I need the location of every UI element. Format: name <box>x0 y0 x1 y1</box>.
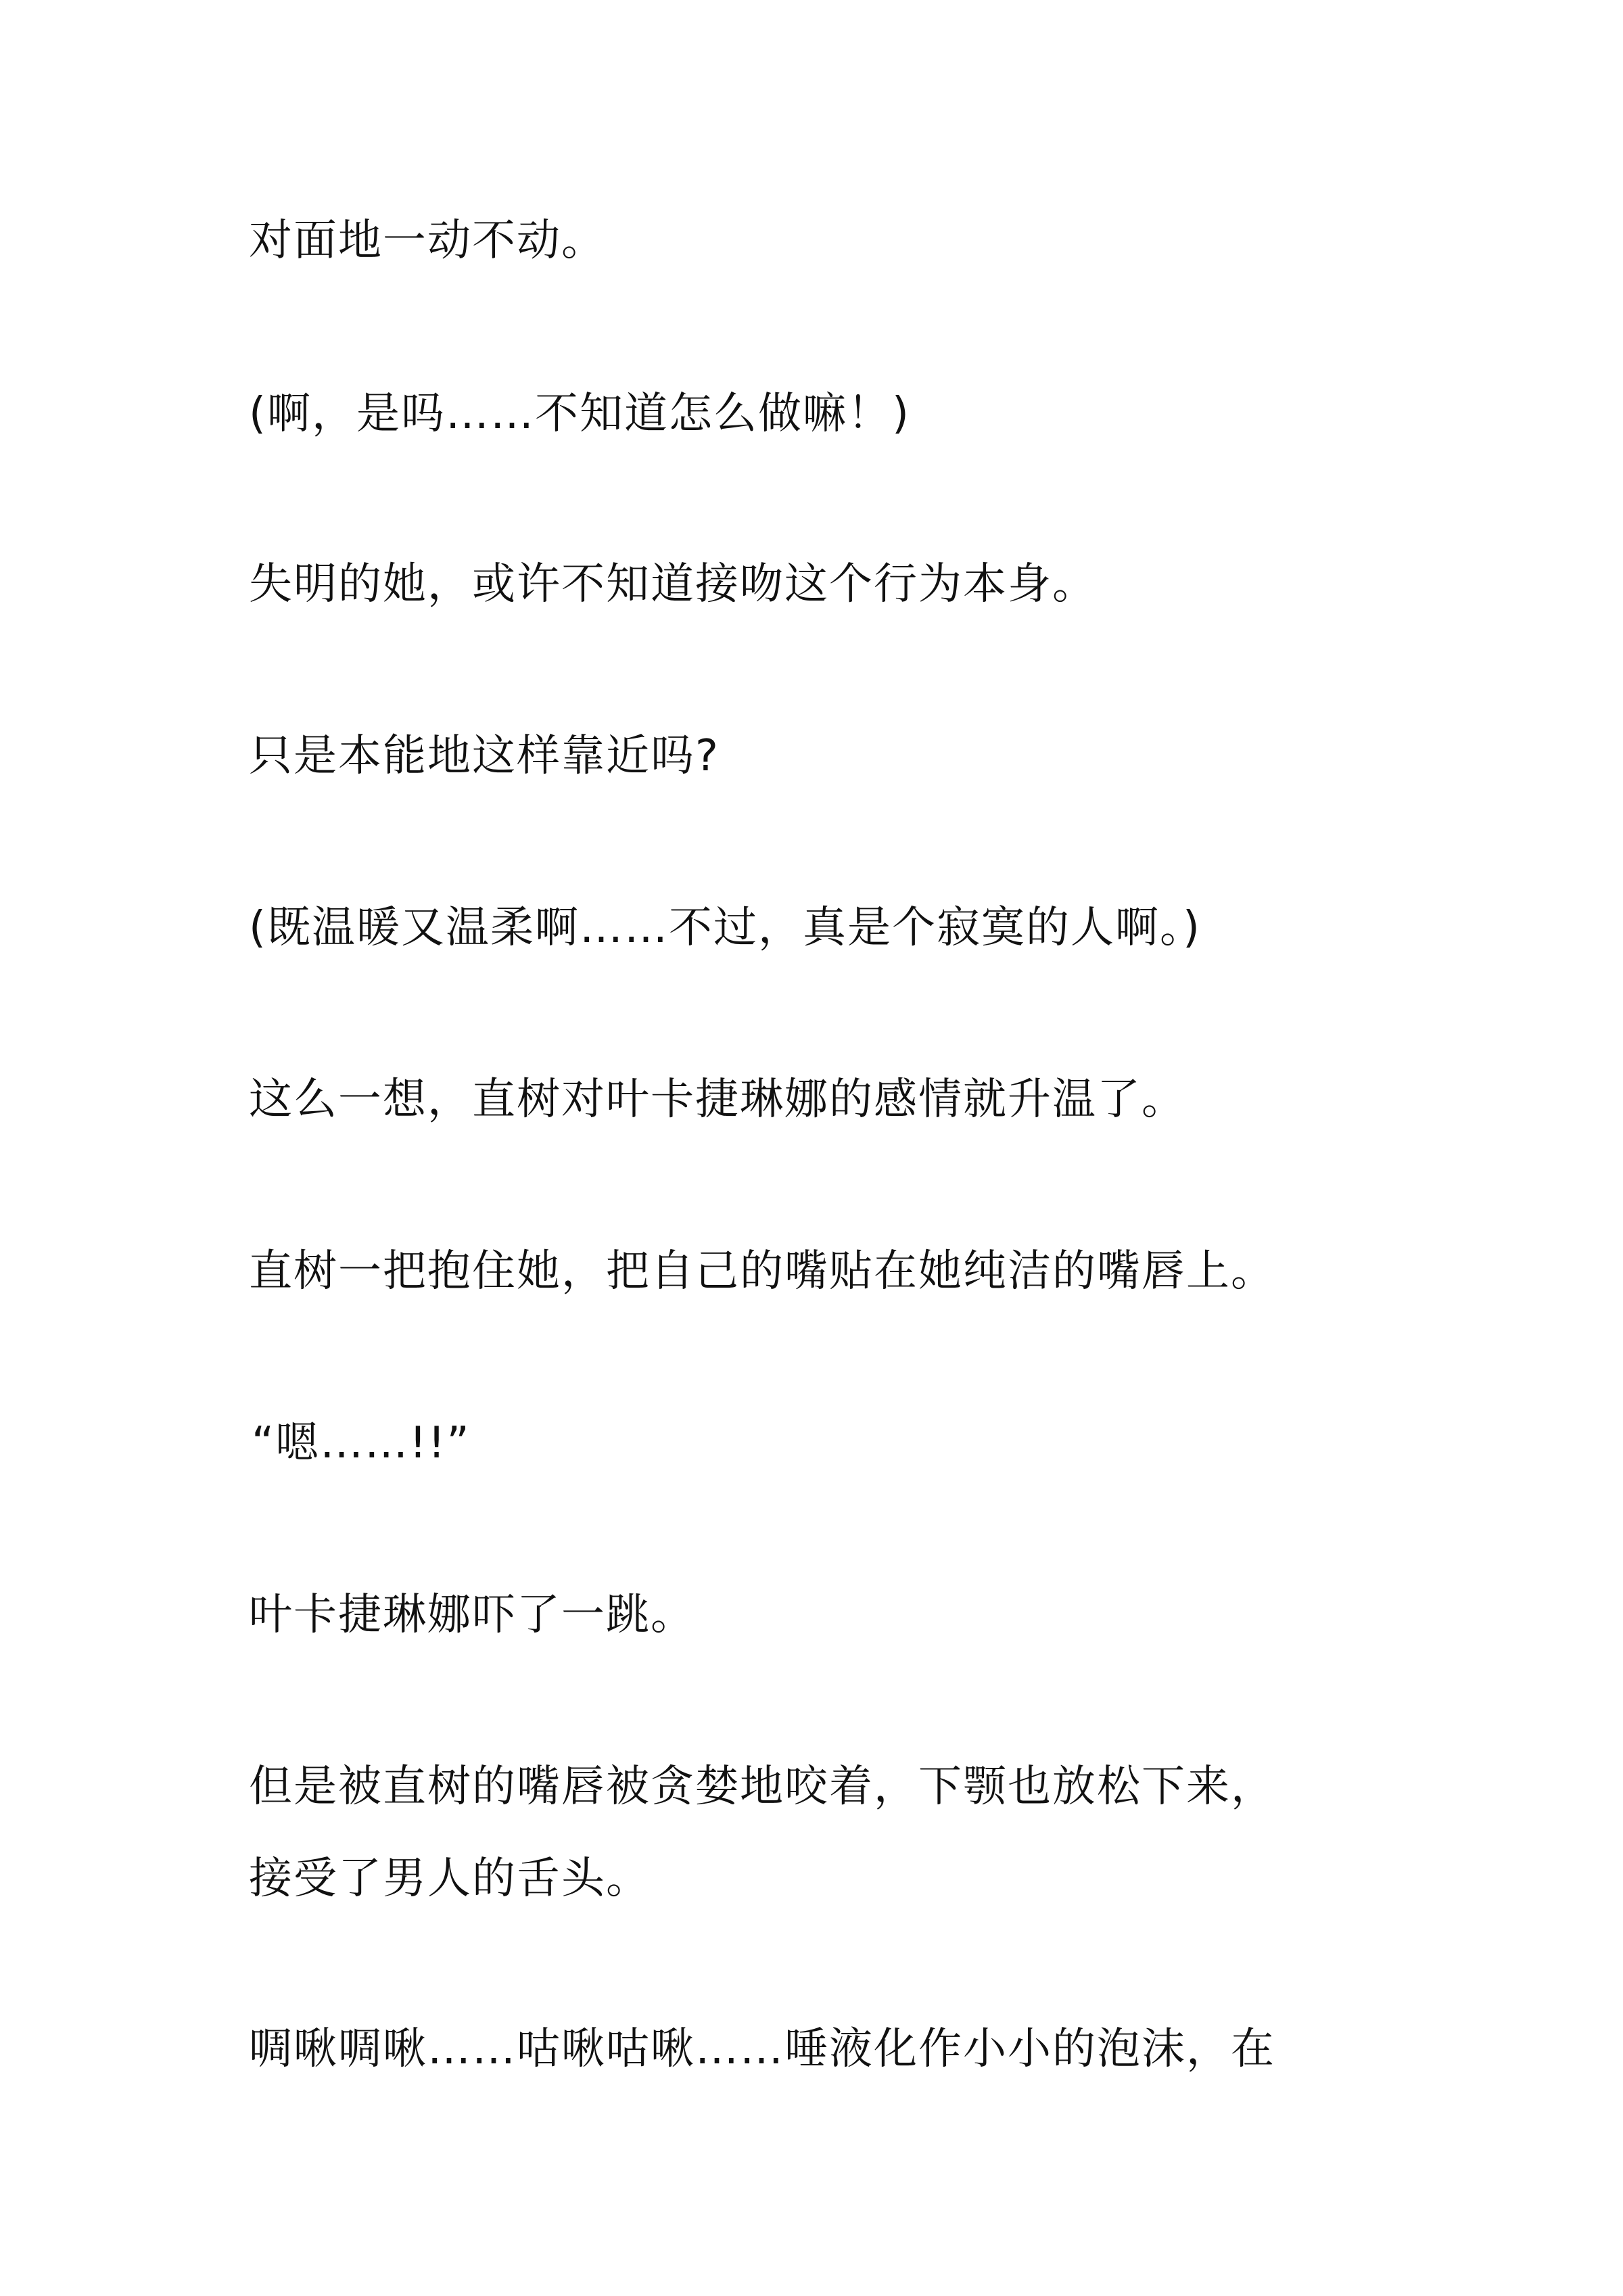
text-line: 接受了男人的舌头。 <box>249 1854 651 1904</box>
text-line: 但是被直树的嘴唇被贪婪地咬着，下颚也放松下来， <box>249 1762 1275 1812</box>
text-line: (既温暖又温柔啊……不过，真是个寂寞的人啊。) <box>249 903 1201 953</box>
text-line: “嗯……!!” <box>252 1418 471 1468</box>
text-line: 直树一把抱住她，把自己的嘴贴在她纯洁的嘴唇上。 <box>249 1246 1275 1296</box>
text-line: 这么一想，直树对叶卡捷琳娜的感情就升温了。 <box>249 1075 1186 1125</box>
text-line: 啁啾啁啾……咕啾咕啾……唾液化作小小的泡沫，在 <box>249 2024 1275 2074</box>
text-line: 只是本能地这样靠近吗? <box>249 731 720 781</box>
text-line: 对面地一动不动。 <box>249 216 606 266</box>
text-line: 失明的她，或许不知道接吻这个行为本身。 <box>249 559 1097 609</box>
text-line: 叶卡捷琳娜吓了一跳。 <box>249 1590 695 1640</box>
text-line: (啊，是吗……不知道怎么做嘛！) <box>249 389 910 439</box>
